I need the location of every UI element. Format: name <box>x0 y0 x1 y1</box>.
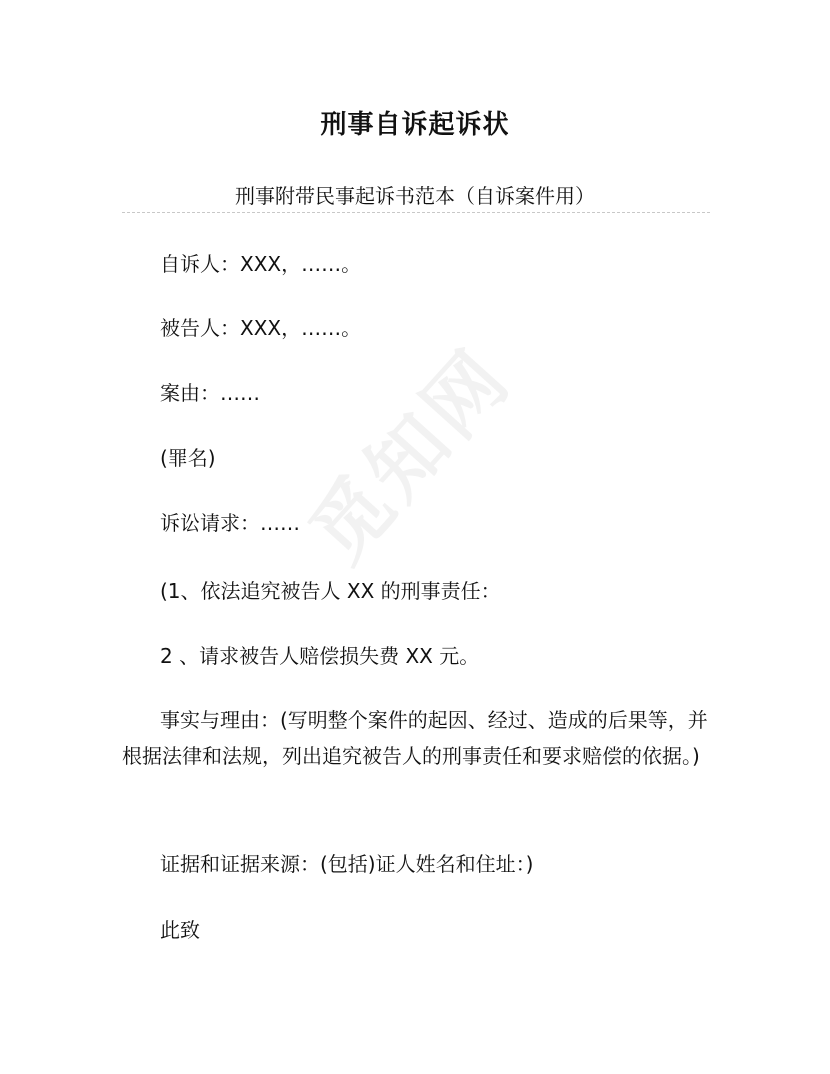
plaintiff-line: 自诉人：XXX，……。 <box>160 252 362 276</box>
charge-line: (罪名) <box>160 446 216 470</box>
claims-heading: 诉讼请求：…… <box>160 511 300 535</box>
facts-paragraph: 事实与理由：(写明整个案件的起因、经过、造成的后果等，并根据法律和法规，列出追究被告人的刑事责任和要求赔偿的依据。) <box>122 708 708 768</box>
document-subtitle: 刑事附带民事起诉书范本（自诉案件用） <box>235 184 595 208</box>
closing-line: 此致 <box>160 918 200 942</box>
defendant-line: 被告人：XXX，……。 <box>160 316 362 340</box>
cause-line: 案由：…… <box>160 381 260 405</box>
dashed-divider <box>122 212 710 213</box>
watermark: 觅知网 <box>293 331 529 580</box>
claim-item-1: (1、依法追究被告人 XX 的刑事责任： <box>160 579 501 603</box>
evidence-line: 证据和证据来源：(包括)证人姓名和住址：) <box>160 852 534 876</box>
document-title: 刑事自诉起诉状 <box>320 110 510 140</box>
claim-item-2: 2 、请求被告人赔偿损失费 XX 元。 <box>160 644 480 668</box>
